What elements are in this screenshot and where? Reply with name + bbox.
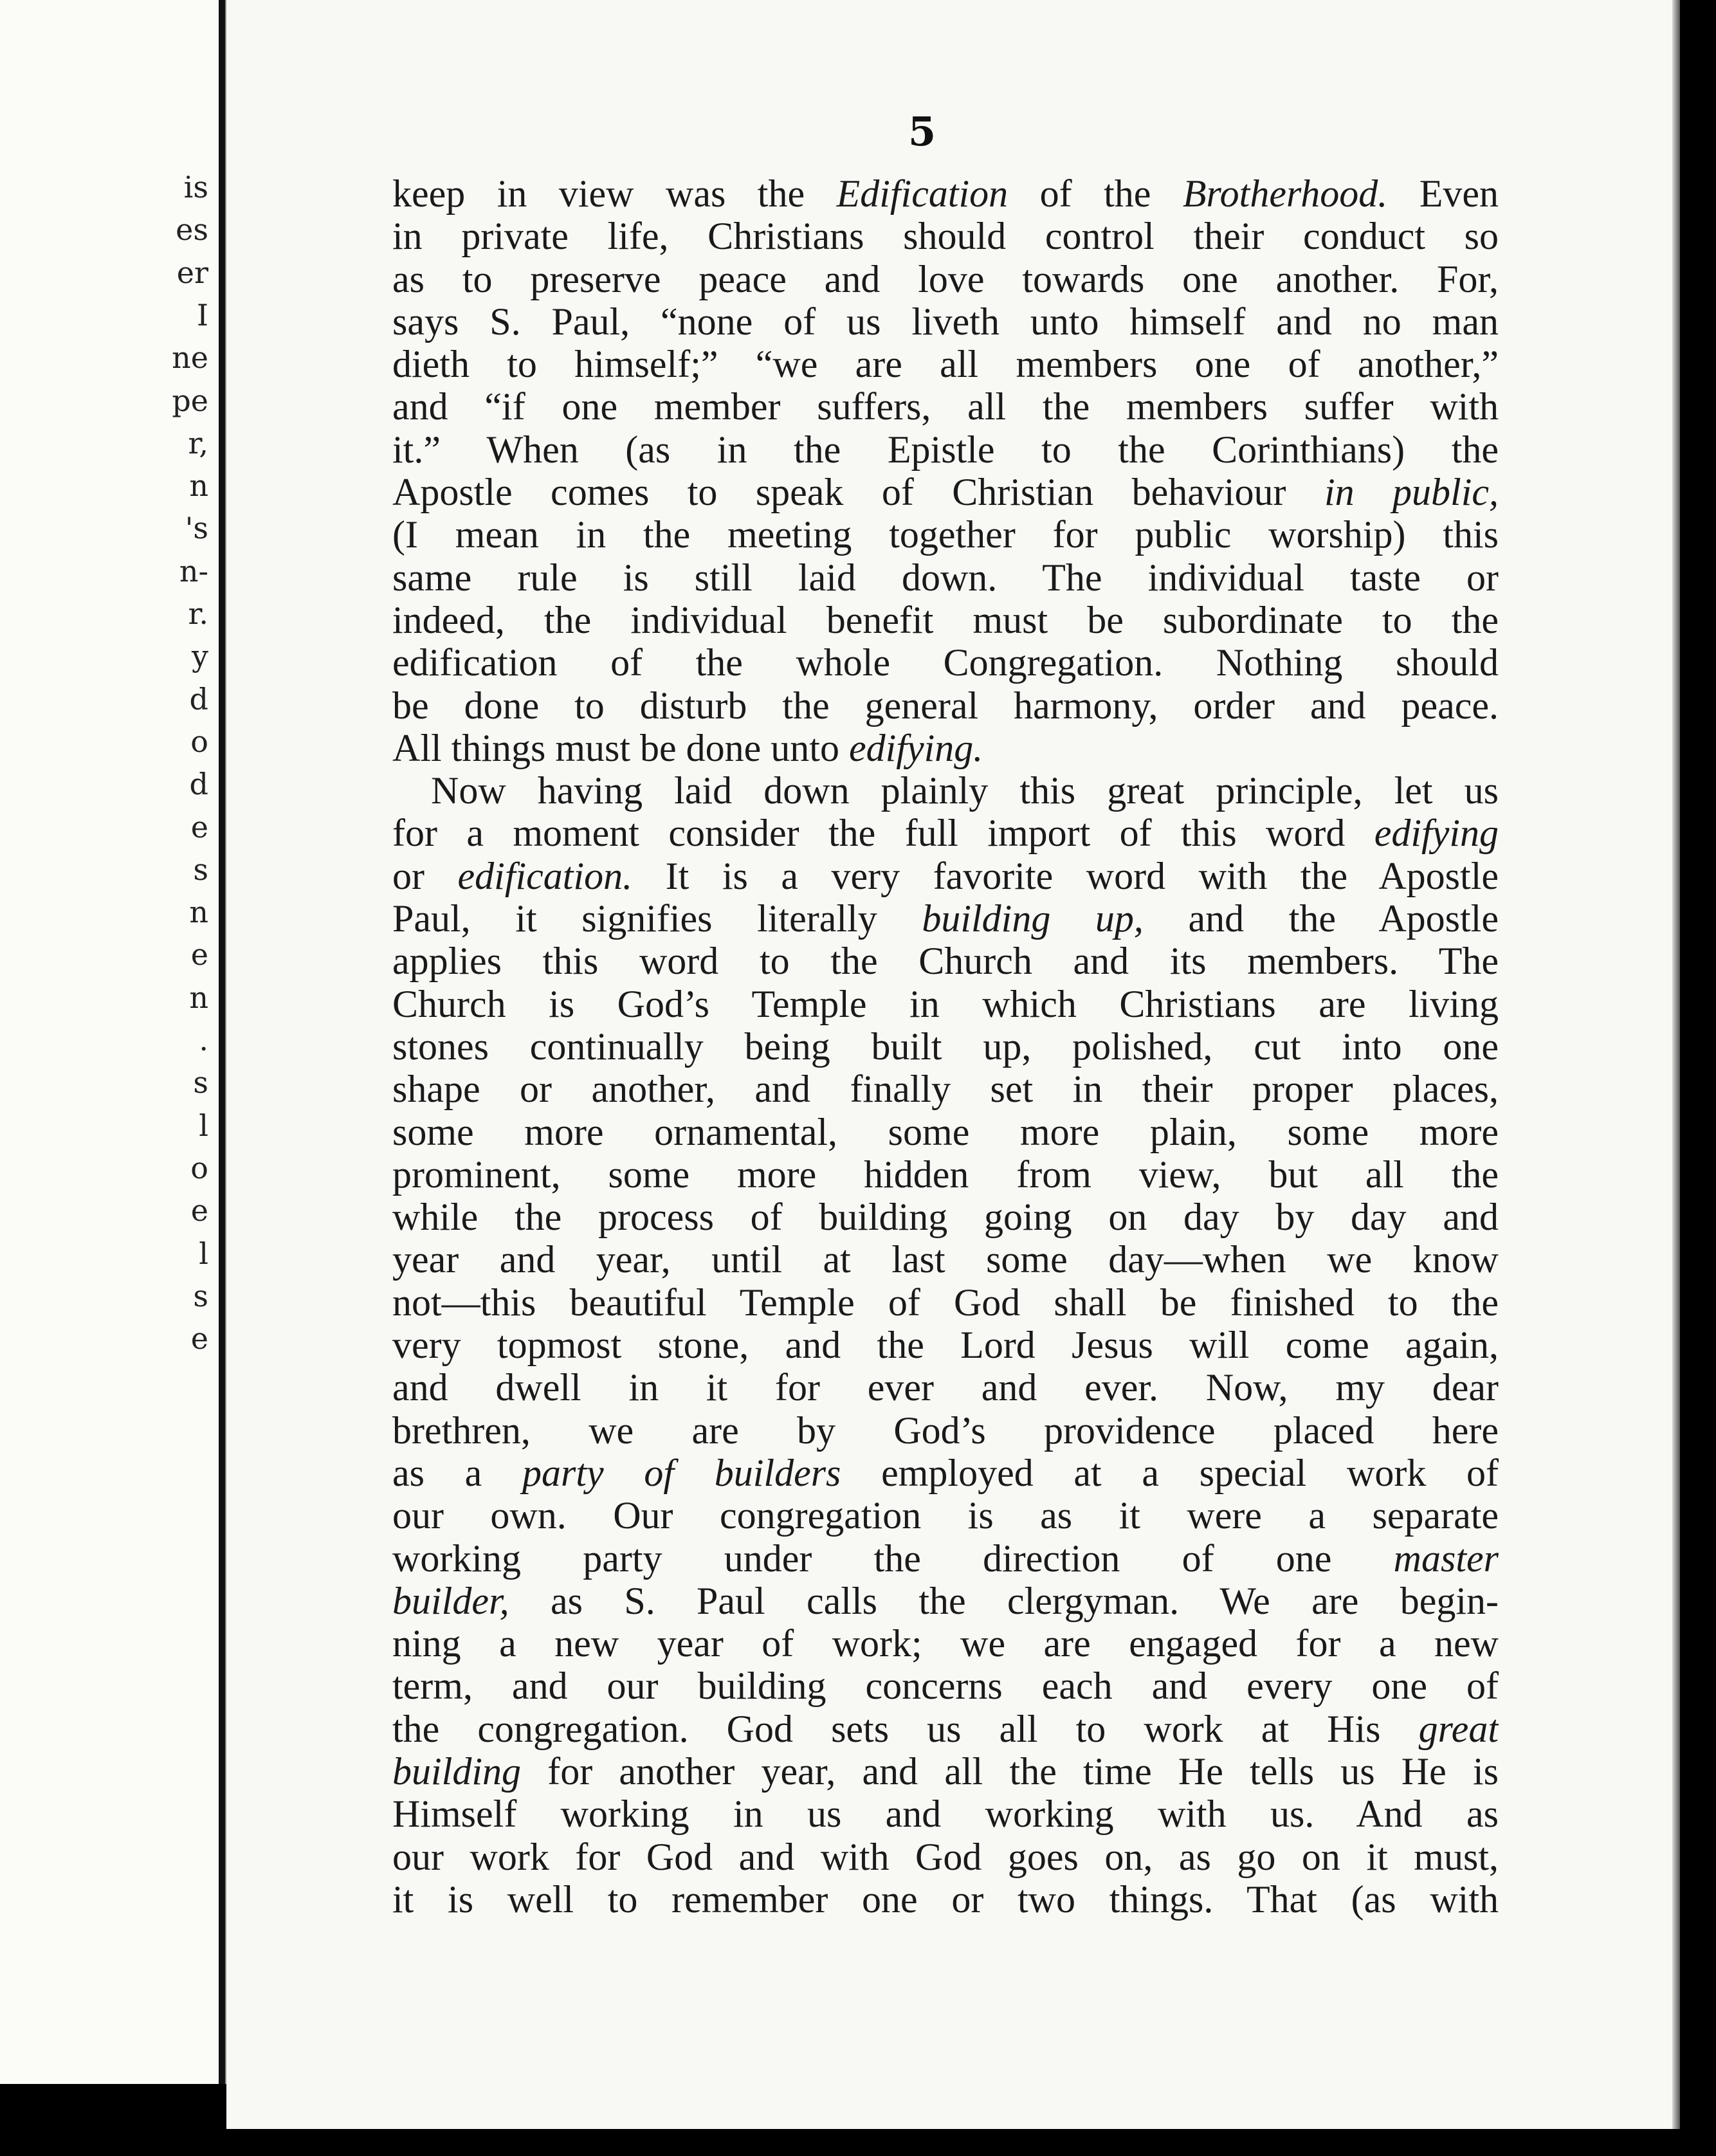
text-line (392, 1580, 1499, 1622)
left-facing-page (0, 0, 219, 2084)
text-run: says S. Paul, “none of us liveth unto himself and no man (392, 300, 1499, 343)
text-line (392, 897, 1499, 940)
text-line (392, 1708, 1499, 1750)
text-line (392, 1068, 1499, 1110)
left-page-fragment: e (190, 1321, 208, 1357)
text-line (392, 1878, 1499, 1921)
text-line (392, 385, 1499, 428)
italic-text-run: edification. (457, 854, 633, 897)
text-run: stones continually being built up, polished, cut into one (392, 1025, 1499, 1068)
text-line (392, 684, 1499, 727)
text-run: not—this beautiful Temple of God shall be finished to the (392, 1281, 1499, 1324)
text-line (392, 172, 1499, 215)
left-page-fragment: e (190, 809, 208, 845)
left-page-fragment: d (189, 767, 208, 802)
left-page-fragment: s (193, 1278, 208, 1313)
text-run: or (392, 854, 458, 897)
left-page-fragment: s (193, 1065, 208, 1101)
text-line (392, 1111, 1499, 1153)
left-page-fragment: s (193, 852, 208, 887)
text-run: brethren, we are by God’s providence placed here (392, 1409, 1499, 1452)
text-run: Paul, it signifies literally (392, 897, 922, 940)
text-run: Himself working in us and working with us. And as (392, 1793, 1499, 1836)
text-run: and “if one member suffers, all the members suffer with (392, 385, 1499, 428)
text-line (392, 1750, 1499, 1793)
text-run: as S. Paul calls the clergyman. We are begin- (509, 1579, 1499, 1622)
left-page-fragment: 's (185, 511, 208, 546)
left-page-fragment: l (199, 1108, 208, 1143)
text-run: All things must be done unto (392, 726, 849, 769)
text-line (392, 1665, 1499, 1707)
left-page-fragment: ne (172, 340, 208, 376)
italic-text-run: Brotherhood. (1182, 172, 1388, 215)
text-run: applies this word to the Church and its members. The (392, 940, 1499, 983)
left-page-fragment: r, (188, 425, 208, 461)
italic-text-run: great (1418, 1707, 1499, 1750)
left-page-fragment: l (199, 1236, 208, 1271)
left-page-fragment: e (190, 1193, 208, 1229)
italic-text-run: party of builders (522, 1451, 841, 1494)
text-run: term, and our building concerns each and every one of (392, 1665, 1499, 1708)
page-gutter (219, 0, 225, 2084)
text-line (392, 1281, 1499, 1324)
text-line (392, 727, 1499, 769)
left-page-fragment: n- (179, 553, 208, 589)
text-run: edification of the whole Congregation. Nothing should (392, 641, 1499, 684)
text-line (392, 855, 1499, 897)
italic-text-run: building (392, 1749, 522, 1793)
text-line (392, 812, 1499, 854)
text-line (392, 983, 1499, 1025)
text-run: be done to disturb the general harmony, order and peace. (392, 684, 1499, 727)
text-line (392, 1494, 1499, 1537)
left-page-fragment: is (183, 170, 208, 205)
text-run: (I mean in the meeting together for public worship) this (392, 513, 1499, 556)
text-line (392, 940, 1499, 982)
text-line (392, 428, 1499, 471)
text-line (392, 258, 1499, 300)
text-line (392, 1153, 1499, 1196)
left-page-fragment: y (192, 639, 208, 674)
left-page-fragment: pe (172, 383, 208, 418)
italic-text-run: master (1393, 1537, 1499, 1580)
left-page-fragment: o (190, 1150, 208, 1185)
italic-text-run: edifying. (848, 726, 983, 769)
text-run: and the Apostle (1143, 897, 1499, 940)
text-line (392, 1238, 1499, 1281)
text-line (392, 1537, 1499, 1580)
text-run: Apostle comes to speak of Christian behaviour (392, 471, 1324, 514)
text-run: the congregation. God sets us all to work at His (392, 1707, 1419, 1750)
text-run: it.” When (as in the Epistle to the Corinthians) the (392, 428, 1499, 471)
text-run: It is a very favorite word with the Apostle (632, 854, 1499, 897)
text-run: our own. Our congregation is as it were a separate (392, 1494, 1499, 1537)
text-line (392, 641, 1499, 684)
page-number: 5 (908, 108, 936, 155)
text-run: shape or another, and finally set in their proper places, (392, 1068, 1499, 1111)
italic-text-run: building up, (922, 897, 1144, 940)
left-page-fragment: . (199, 1023, 208, 1057)
text-run: year and year, until at last some day—when we know (392, 1238, 1499, 1281)
text-line (392, 1793, 1499, 1835)
text-run: as a (392, 1451, 523, 1494)
text-run: for a moment consider the full import of this word (392, 812, 1374, 855)
text-run: very topmost stone, and the Lord Jesus will come again, (392, 1324, 1499, 1367)
left-page-fragment: n (189, 895, 208, 930)
text-run: working party under the direction of one (392, 1537, 1394, 1580)
text-run: our work for God and with God goes on, as go on it must, (392, 1835, 1499, 1878)
text-run: prominent, some more hidden from view, but all the (392, 1153, 1499, 1196)
left-page-fragment: r. (188, 596, 208, 631)
text-run: ning a new year of work; we are engaged for a new (392, 1622, 1499, 1665)
left-page-fragment: n (189, 468, 208, 504)
italic-text-run: builder, (392, 1579, 509, 1622)
text-line (392, 599, 1499, 641)
left-page-fragment: er (176, 255, 208, 290)
text-line (392, 1324, 1499, 1366)
text-run: Now having laid down plainly this great principle, let us (431, 769, 1499, 812)
text-line (392, 471, 1499, 513)
text-run: indeed, the individual benefit must be subordinate to the (392, 598, 1499, 641)
left-page-fragment: I (196, 297, 208, 333)
text-line (392, 343, 1499, 385)
left-page-fragment: es (176, 212, 208, 248)
text-line (392, 1622, 1499, 1665)
left-page-fragment: o (190, 724, 208, 759)
text-run: it is well to remember one or two things. That (as with (392, 1877, 1499, 1921)
text-run: while the process of building going on day by day and (392, 1196, 1499, 1239)
text-run: as to preserve peace and love towards one another. For, (392, 257, 1499, 300)
text-run: and dwell in it for ever and ever. Now, my dear (392, 1366, 1499, 1409)
text-run: dieth to himself;” “we are all members one of another,” (392, 343, 1499, 386)
body-text (392, 172, 1499, 1921)
text-line (392, 1409, 1499, 1452)
text-line (392, 1025, 1499, 1068)
text-line (392, 1452, 1499, 1494)
text-line (392, 1366, 1499, 1409)
page-edge-shadow (1672, 0, 1680, 2129)
text-run: employed at a special work of (841, 1451, 1499, 1494)
left-page-fragment: d (189, 681, 208, 717)
left-page-fragment: n (189, 980, 208, 1015)
text-line (392, 215, 1499, 257)
text-run: of the (1008, 172, 1183, 215)
italic-text-run: Edification (836, 172, 1009, 215)
text-line (392, 1836, 1499, 1878)
text-line (392, 769, 1499, 812)
italic-text-run: in public, (1324, 471, 1499, 514)
italic-text-run: edifying (1374, 812, 1499, 855)
text-line (392, 513, 1499, 556)
text-line (392, 556, 1499, 599)
text-line (392, 300, 1499, 343)
left-page-fragment: e (190, 937, 208, 973)
text-line (392, 1196, 1499, 1238)
text-run: Church is God’s Temple in which Christians are living (392, 982, 1499, 1025)
text-run: some more ornamental, some more plain, some more (392, 1110, 1499, 1153)
right-page (226, 0, 1679, 2129)
text-run: for another year, and all the time He tells us He is (521, 1749, 1499, 1793)
text-run: in private life, Christians should control their conduct so (392, 215, 1499, 258)
text-run: same rule is still laid down. The individual taste or (392, 556, 1499, 599)
text-run: keep in view was the (392, 172, 837, 215)
text-run: Even (1387, 172, 1499, 215)
